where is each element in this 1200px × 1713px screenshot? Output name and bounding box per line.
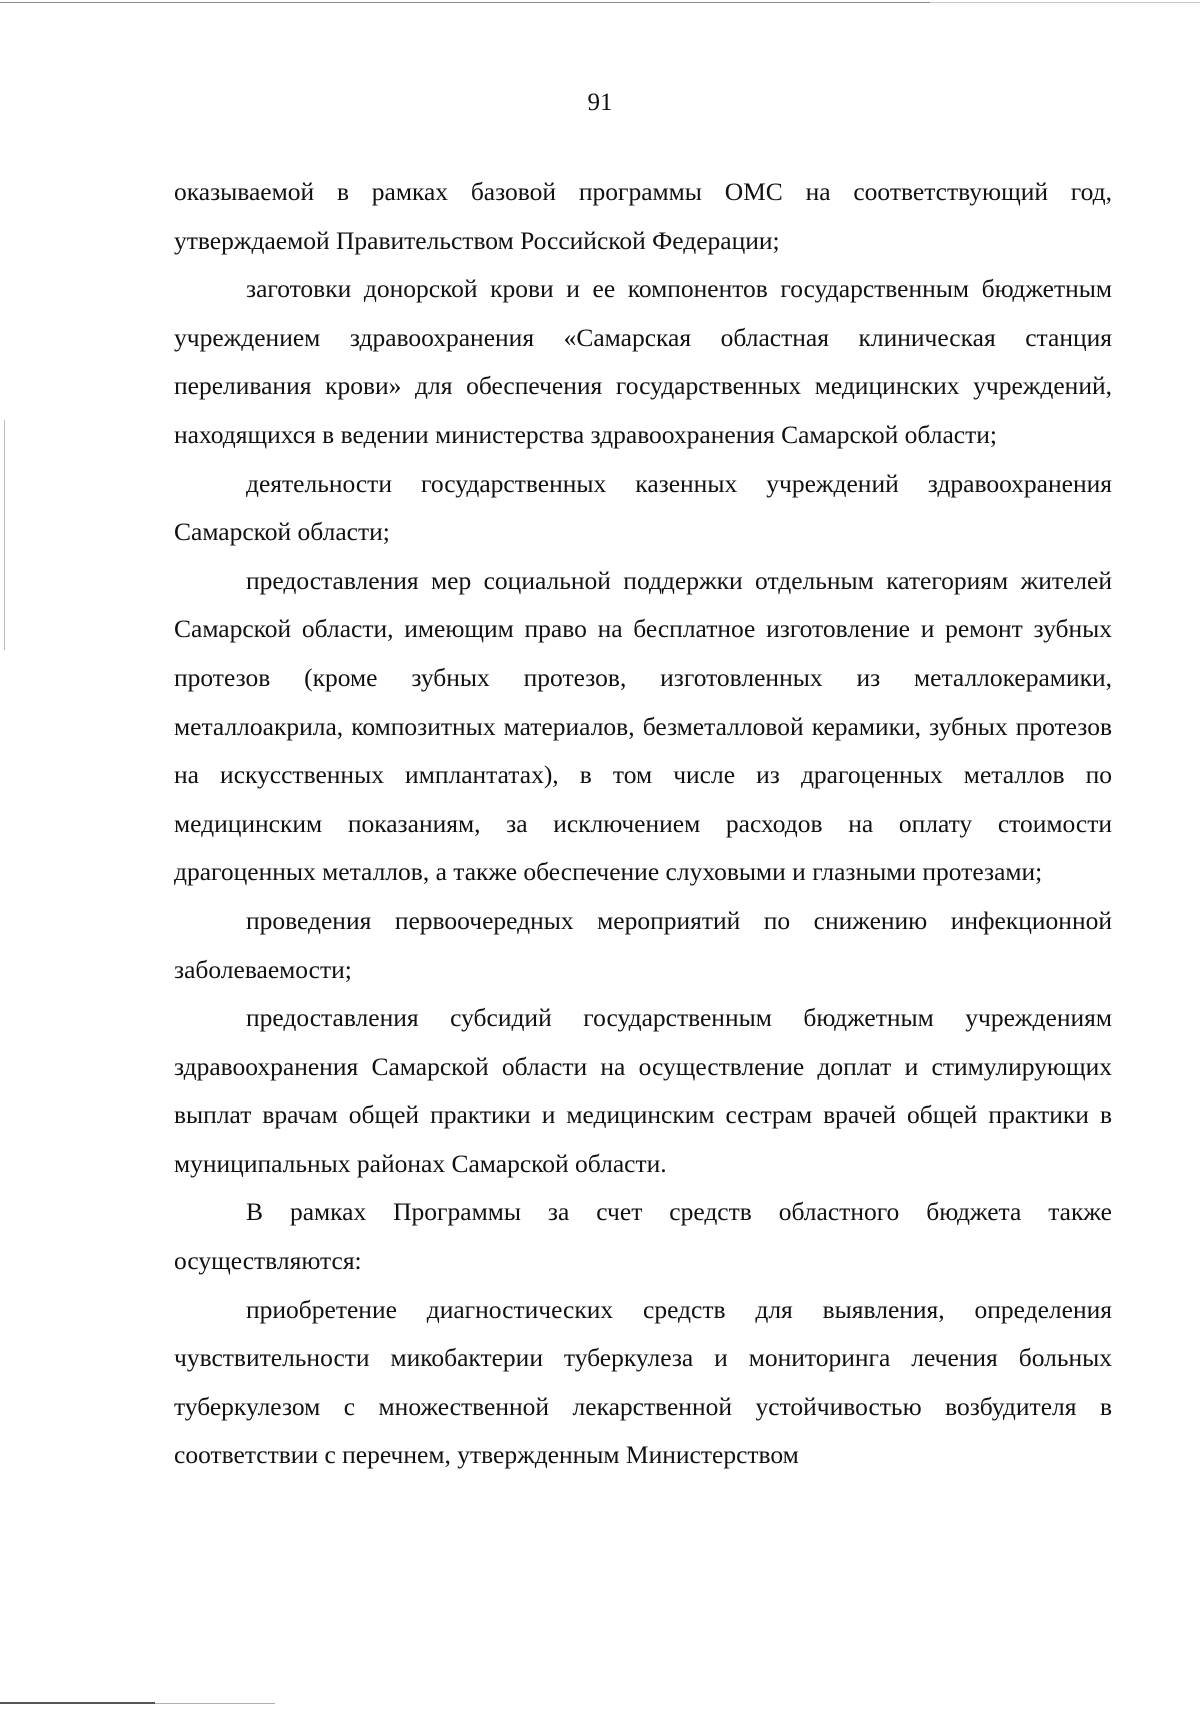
paragraph-blood-procurement: заготовки донорской крови и ее компонентов государственным бюджетным учреждением здравоохранения «Самарская областная клиническая станция переливания крови» для обеспечения государственных медицинских учреждений, находящихся в ведении министерства здравоохранения Самарской области;: [174, 274, 1112, 449]
paragraph-program-intro: В рамках Программы за счет средств областного бюджета также осуществляются:: [174, 1197, 1112, 1276]
paragraph-continuation: оказываемой в рамках базовой программы ОМС на соответствующий год, утверждаемой Правительством Российской Федерации;: [174, 177, 1112, 255]
paragraph-dental-prosthetics: предоставления мер социальной поддержки отдельным категориям жителей Самарской области, имеющим право на бесплатное изготовление и ремонт зубных протезов (кроме зубных протезов, изготовленных из металлокерамики, металлоакрила, композитных материалов, безметалловой керамики, зубных протезов на искусственных имплантатах), в том числе из драгоценных металлов по медицинским показаниям, за исключением расходов на оплату стоимости драгоценных металлов, а также обеспечение слуховыми и глазными протезами;: [174, 565, 1112, 887]
page-number: 91: [587, 89, 613, 116]
body-text: [174, 168, 1112, 1480]
paragraph-state-institutions: деятельности государственных казенных учреждений здравоохранения Самарской области;: [174, 468, 1112, 547]
paragraph-tuberculosis-diagnostics: приобретение диагностических средств для выявления, определения чувствительности микобактерии туберкулеза и мониторинга лечения больных туберкулезом с множественной лекарственной устойчивостью возбудителя в соответствии с перечнем, утвержденным Министерством: [174, 1294, 1112, 1470]
scan-edge-bottom-faint: [155, 1703, 275, 1704]
paragraph-infection-measures: проведения первоочередных мероприятий по снижению инфекционной заболеваемости;: [174, 905, 1112, 984]
scan-edge-top: [0, 2, 930, 3]
scan-edge-left: [4, 420, 5, 650]
scan-edge-bottom: [0, 1702, 155, 1704]
paragraph-subsidies: предоставления субсидий государственным бюджетным учреждениям здравоохранения Самарской области на осуществление доплат и стимулирующих выплат врачам общей практики и медицинским сестрам врачей общей практики в муниципальных районах Самарской области.: [174, 1003, 1112, 1178]
scan-edge-top-right: [930, 2, 1200, 3]
